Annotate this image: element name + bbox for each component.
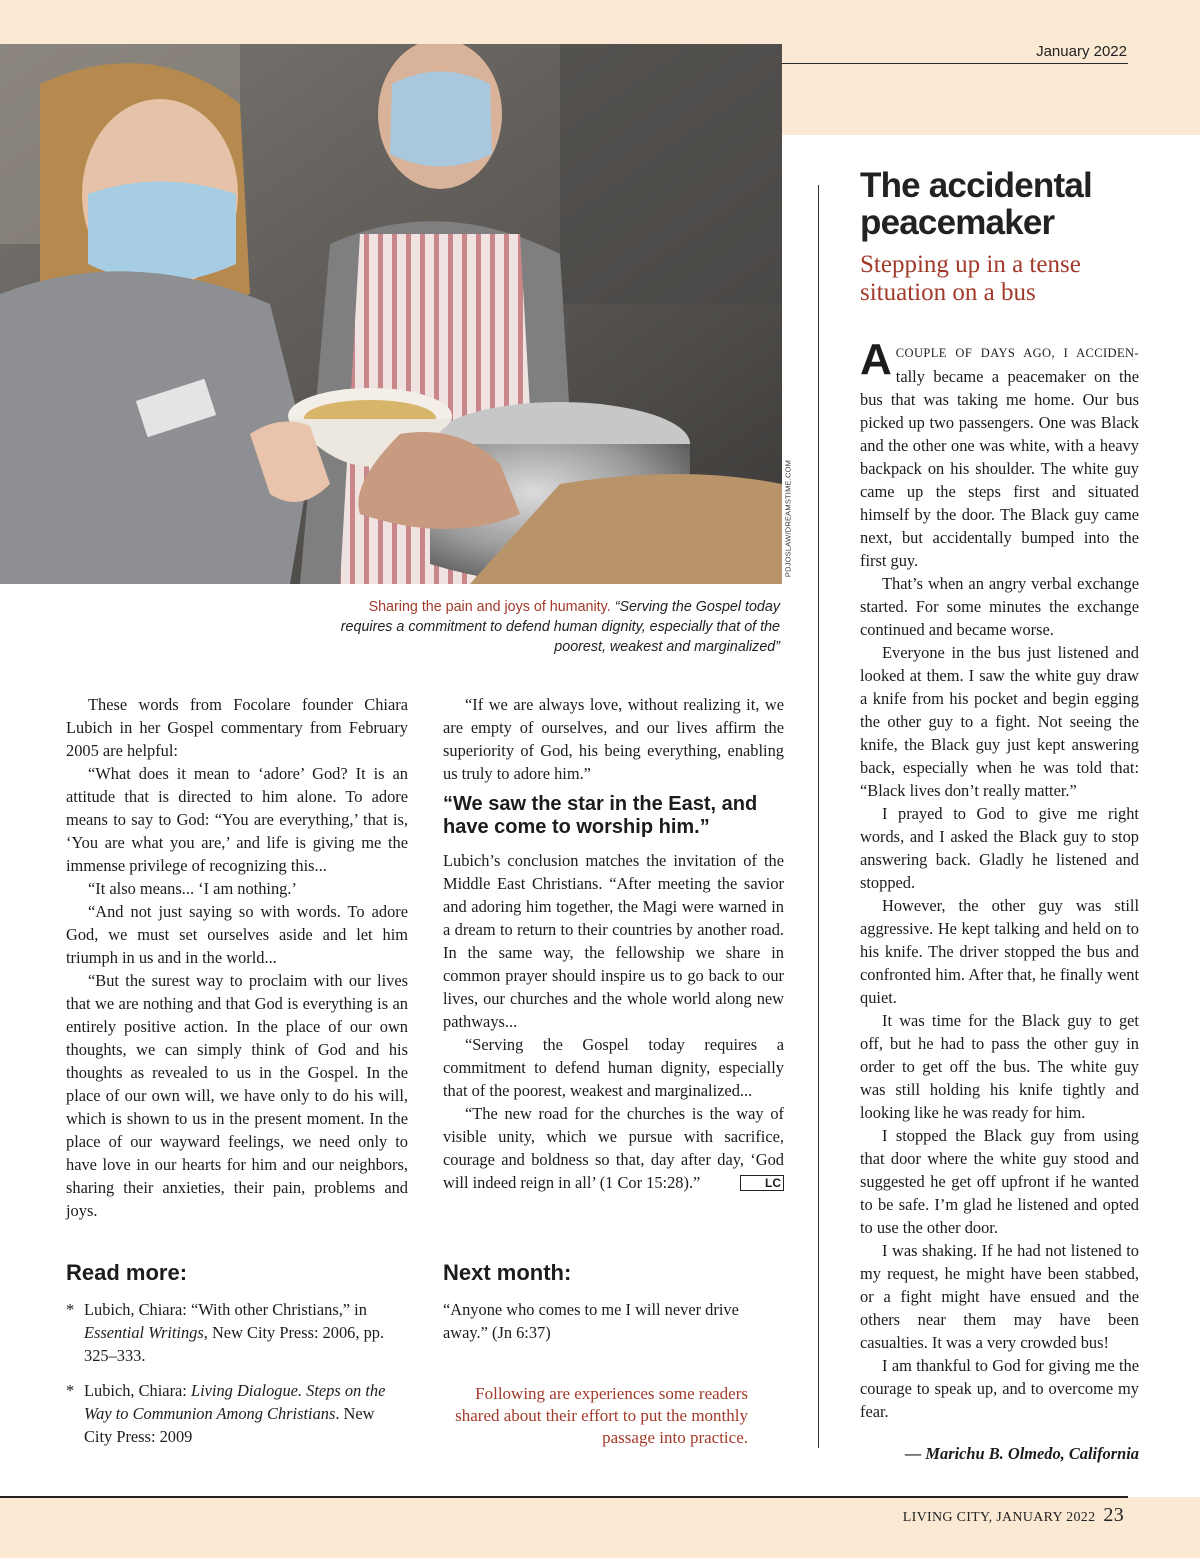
- article-column-2: [443, 693, 784, 1194]
- experiences-intro: Following are experiences some readers shared about their effort to put the monthly passage into practice.: [455, 1384, 748, 1447]
- header-color-band: [782, 44, 1200, 135]
- paragraph: That’s when an angry verbal exchange started. For some minutes the exchange continued and became worse.: [860, 574, 1139, 639]
- column-divider: [818, 185, 819, 1448]
- paragraph: “And not just saying so with words. To adore God, we must set ourselves aside and let him triumph in us and in the world...: [66, 902, 408, 967]
- article-photo: [0, 44, 782, 584]
- article-column-1: [66, 693, 408, 1222]
- paragraph: “What does it mean to ‘adore’ God? It is an attitude that is directed to him alone. To adore means to say to God: “You are everything,’ that is, ‘You are what you are,’ and life is giving me the immense privilege of recognizing this...: [66, 764, 408, 875]
- page-footer: [903, 1504, 1124, 1527]
- caption-lead: Sharing the pain and joys of humanity.: [368, 599, 611, 615]
- paragraph: Everyone in the bus just listened and looked at them. I saw the white guy draw a knife from his pocket and begin egging the other guy to a fight. Not seeing the knife, the Black guy just kept answering back, especially when he was told that: “Black lives don’t really matter.”: [860, 643, 1139, 800]
- page-number: 23: [1103, 1504, 1124, 1526]
- list-item: * Lubich, Chiara: Living Dialogue. Steps on the Way to Communion Among Christians. New City Press: 2009: [66, 1381, 386, 1446]
- photo-caption: [340, 597, 780, 657]
- caption-quote: “Serving the Gospel today requires a commitment to defend human dignity, especially that of the poorest, weakest and marginalized”: [340, 599, 780, 655]
- paragraph: I was shaking. If he had not listened to my request, he might have been stabbed, or a fight might have ensued and the others near them may have been casualties. It was a very crowded bus!: [860, 1241, 1139, 1352]
- drop-cap: A: [860, 335, 892, 384]
- paragraph: I prayed to God to give me right words, and I asked the Black guy to stop answering back. Gladly he listened and stopped.: [860, 804, 1139, 892]
- sidebar-subtitle: Stepping up in a tense situation on a bus: [860, 251, 1081, 306]
- read-more-list: [66, 1298, 406, 1460]
- footer-rule: [0, 1496, 1128, 1498]
- paragraph: “The new road for the churches is the way of visible unity, which we pursue with sacrifice, courage and boldness so that, day after day, ‘God will indeed reign in all’ (1 Cor 15:28).” LC: [443, 1104, 784, 1192]
- bullet: *: [66, 1300, 75, 1319]
- author-signature: — Marichu B. Olmedo, California: [904, 1444, 1139, 1463]
- paragraph: “Serving the Gospel today requires a commitment to defend human dignity, especially that of the poorest, weakest and marginalized...: [443, 1035, 784, 1100]
- paragraph: I am thankful to God for giving me the courage to speak up, and to overcome my fear.: [860, 1356, 1139, 1421]
- paragraph: These words from Focolare founder Chiara Lubich in her Gospel commentary from February 2005 are helpful:: [66, 695, 408, 760]
- read-more-heading: Read more:: [66, 1260, 188, 1285]
- paragraph: ACOUPLE OF DAYS AGO, I ACCIDEN- tally became a peacemaker on the bus that was taking me home. Our bus picked up two passengers. One was Black and the other one was white, with a heavy backpack on his shoulder. The white guy came up the steps first and situated himself by the door. The Black guy came next, but accidentally bumped into the first guy.: [860, 335, 1139, 570]
- paragraph: Lubich’s conclusion matches the invitation of the Middle East Christians. “After meeting the savior and adoring him together, the Magi were warned in a dream to return to their countries by another road. In the same way, the fellowship we share in common prayer should inspire us to go back to our lives, our churches and the whole world along new pathways...: [443, 851, 784, 1031]
- article-subhead: “We saw the star in the East, and have come to worship him.”: [443, 793, 758, 838]
- list-item: * Lubich, Chiara: “With other Christians,” in Essential Writings, New City Press: 2006, pp. 325–333.: [66, 1300, 385, 1365]
- bullet: *: [66, 1381, 75, 1400]
- lc-end-mark: LC: [740, 1175, 784, 1191]
- paragraph: “If we are always love, without realizing it, we are empty of ourselves, and our lives affirm the superiority of God, his being everything, enabling us truly to adore him.”: [443, 695, 784, 783]
- paragraph: “But the surest way to proclaim with our lives that we are nothing and that God is everything is an entirely positive action. In the place of our own thoughts, we can simply think of God and his thoughts as revealed to us in the Gospel. In the place of our own will, we have only to do his will, which is shown to us in the present moment. In the place of our wayward feelings, we need only to have love in our hearts for him and our neighbors, sharing their anxieties, their pain, problems and joys.: [66, 971, 408, 1220]
- sidebar-headline: The accidental peacemaker: [860, 166, 1092, 242]
- next-month-verse: “Anyone who comes to me I will never drive away.” (Jn 6:37): [443, 1300, 739, 1342]
- sidebar-story: [860, 335, 1139, 1423]
- issue-date: January 2022: [1036, 43, 1127, 60]
- photo-credit: PDJOSLAW/DREAMSTIME.COM: [783, 459, 793, 578]
- soup-kitchen-photo: [0, 44, 782, 584]
- header-rule: [782, 63, 1128, 64]
- paragraph: “It also means... ‘I am nothing.’: [88, 879, 297, 898]
- publication-name: LIVING CITY, JANUARY 2022: [902, 1510, 1096, 1525]
- paragraph: It was time for the Black guy to get off, but he had to pass the other guy in order to get off the bus. The white guy was still holding his knife tightly and looking like he was ready for him.: [860, 1011, 1139, 1122]
- paragraph: However, the other guy was still aggressive. He kept talking and held on to his knife. The driver stopped the bus and confronted him. After that, he finally went quiet.: [860, 896, 1139, 1007]
- next-month-heading: Next month:: [443, 1260, 572, 1285]
- paragraph: I stopped the Black guy from using that door where the white guy stood and suggested he get off upfront if he wanted to be safe. I’m glad he listened and opted to use the other door.: [860, 1126, 1139, 1237]
- top-color-band: [0, 0, 1200, 44]
